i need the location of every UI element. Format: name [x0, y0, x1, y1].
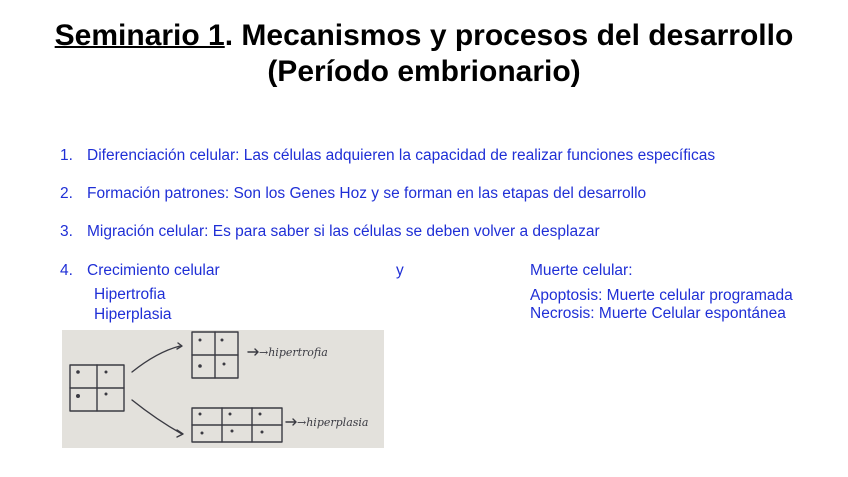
apoptosis-text: Apoptosis: Muerte celular programada — [530, 287, 793, 304]
cell-growth-sketch — [62, 330, 384, 448]
list-text: Migración celular: Es para saber si las células se deben volver a desplazar — [87, 223, 600, 240]
slide-title — [0, 18, 848, 90]
slide: Seminario 1. Mecanismos y procesos del desarrollo (Período embrionario) 1. Diferenciación celular: Las células adquieren la capacidad de realizar funciones específicas 2. Formación patrones: Son los Genes Hoz y se forman en las etapas del desarrollo 3. Migración celular: Es para saber si las células se deben volver a desplazar 4. Crecimiento celular Hipertrofia Hiperplasia y Muerte celular: Apoptosis: Muerte celular programada Necrosis: Muerte Celular espontánea →hipertrofia →hiperplasia — [0, 0, 848, 477]
hyperplasia-handwritten-label: →hiperplasia — [297, 416, 369, 429]
title-line-1 — [0, 18, 848, 54]
list-text: Formación patrones: Son los Genes Hoz y se forman en las etapas del desarrollo — [87, 185, 647, 202]
connector-y: y — [396, 262, 404, 279]
title-line-2: (Período embrionario) — [267, 55, 581, 88]
hypertrophy-handwritten-label: →hipertrofia — [259, 346, 328, 359]
cell-death-title: Muerte celular: — [530, 262, 633, 279]
list-number: 3. — [60, 223, 73, 240]
list-number: 1. — [60, 147, 73, 164]
necrosis-text: Necrosis: Muerte Celular espontánea — [530, 305, 786, 322]
list-text: Crecimiento celular — [87, 262, 220, 279]
list-number: 2. — [60, 185, 73, 202]
title-rest: . Mecanismos y procesos del desarrollo — [224, 19, 794, 52]
list-number: 4. — [60, 262, 73, 279]
title-underlined-part: Seminario 1 — [54, 19, 225, 52]
list-text: Diferenciación celular: Las células adquieren la capacidad de realizar funciones específicas — [87, 147, 716, 164]
